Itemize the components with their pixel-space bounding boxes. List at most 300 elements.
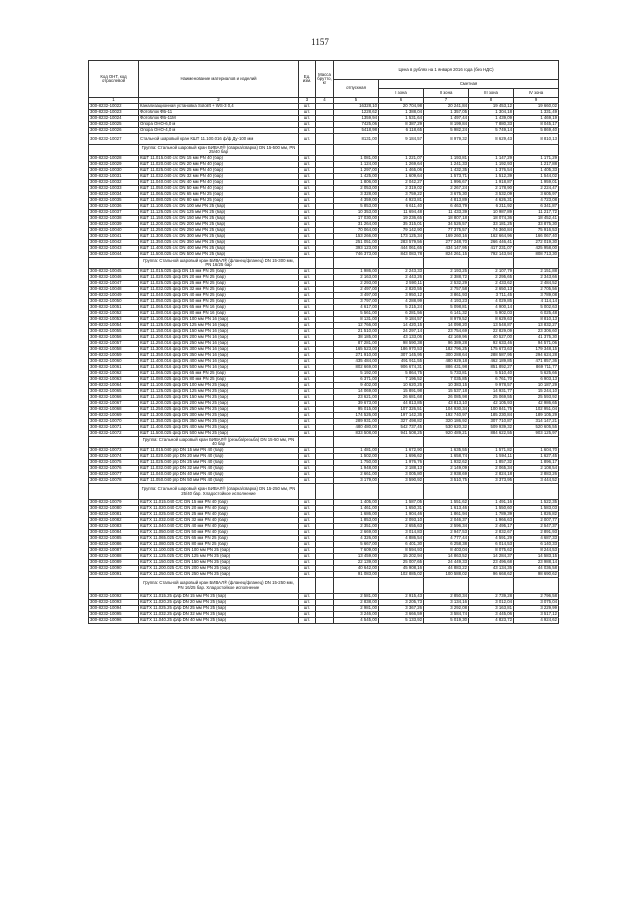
cell-name: КШТ 11.025.025 ф/ф DN 25 мм PN 25 (бар) [139,281,299,287]
cell-name: Фотоблок ФБ-11М [139,116,299,122]
cell-code: 300-8232-10053 [89,317,139,323]
cell-zone-1-price: 186 970,53 [379,347,424,353]
cell-name: КШТ 11.040.025 ф/ф DN 40 мм PN 25 (бар) [139,293,299,299]
cell-name: КШТ 11.032.040 р/р DN 32 мм PN 40 (бар) [139,466,299,472]
cell-zone-3-price: 3 012,04 [469,600,514,606]
cell-name: КШТ 11.500.016 ф/ф DN 500 мм PN 16 (бар) [139,365,299,371]
cell-name: КШТ 11.040.040 с/с DN 40 мм PN 40 (бар) [139,180,299,186]
cell-zone-4-price: 1 826,82 [514,512,559,518]
cell-zone-4-price: 2 796,58 [514,594,559,600]
cell-release-price: 2 669,00 [334,530,379,536]
cell-zone-1-price: 1 269,64 [379,162,424,168]
cell-code: 300-8232-10068 [89,407,139,413]
cell-zone-2-price: 2 596,34 [424,524,469,530]
cell-zone-3-price: 5 902,03 [469,311,514,317]
cell-name: КШТХ 11.125.025 С/С DN 125 мм PN 25 (бар) [139,554,299,560]
cell-zone-3-price: 2 832,67 [469,530,514,536]
cell-zone-1-price: 4 886,54 [379,536,424,542]
cell-unit: шт. [299,548,316,554]
cell-release-price: 1 948,00 [334,466,379,472]
cell-zone-4-price: 2 547,37 [514,524,559,530]
cell-release-price: 4 326,00 [334,536,379,542]
group-title: Группа: Стальной шаровый кран БИВАЛ® (резьба/резьба) DN 15-50 мм, PN 40 бар [139,437,299,448]
cell-zone-4-price: 4 723,08 [514,198,559,204]
cell-zone-1-price: 1 609,64 [379,174,424,180]
cell-name: КШТ 11.500.025 с/с DN 500 мм PN 25 (бар) [139,252,299,258]
cell-zone-4-price: 903 125,97 [514,431,559,437]
cell-zone-3-price: 7 880,33 [469,122,514,128]
group-empty-cell [299,484,316,500]
cell-zone-3-price: 2 107,79 [469,269,514,275]
cell-name: КШТ 11.040.040 р/р DN 40 мм PN 40 (бар) [139,472,299,478]
cell-code: 300-8232-10083 [89,524,139,530]
cell-zone-1-price: 107 326,51 [379,407,424,413]
cell-release-price: 16328,10 [334,104,379,110]
cell-code: 300-8232-10051 [89,305,139,311]
cell-code: 300-8232-10092 [89,594,139,600]
cell-zone-3-price: 96 668,62 [469,572,514,578]
cell-unit: шт. [299,180,316,186]
cell-zone-4-price: 41 375,30 [514,335,559,341]
group-row [89,578,559,594]
cell-zone-4-price: 294 624,28 [514,353,559,359]
group-empty-cell [514,258,559,269]
cell-zone-2-price: 104 930,34 [424,407,469,413]
cell-name: КШТ 11.100.025 ф/ф DN 100 мм PN 25 (бар) [139,383,299,389]
cell-zone-4-price: 23 988,14 [514,560,559,566]
cell-unit: шт. [299,401,316,407]
cell-zone-2-price: 18 807,18 [424,216,469,222]
cell-zone-3-price: 8 629,63 [469,317,514,323]
cell-release-price: 289 931,00 [334,419,379,425]
cell-zone-3-price: 307 710,87 [469,419,514,425]
cell-zone-4-price: 3 605,97 [514,192,559,198]
cell-name: КШТ 11.300.016 ф/ф DN 300 мм PN 16 (бар) [139,347,299,353]
cell-zone-1-price: 79 142,90 [379,228,424,234]
cell-code: 300-8232-10032 [89,180,139,186]
cell-zone-2-price: 10 383,15 [424,383,469,389]
cell-release-price: 435 484,00 [334,359,379,365]
cell-code: 300-8232-10076 [89,466,139,472]
cell-release-price: 31 264,00 [334,222,379,228]
group-empty-cell [379,145,424,156]
cell-zone-2-price: 5 733,81 [424,371,469,377]
cell-zone-1-price: 24 297,14 [379,329,424,335]
group-empty-cell [424,578,469,594]
cell-code: 300-8232-10037 [89,210,139,216]
cell-zone-2-price: 1 996,67 [424,180,469,186]
cell-name: КШТ 11.125.025 ф/ф DN 125 мм PN 25 (бар) [139,389,299,395]
cell-zone-1-price: 1 904,46 [379,512,424,518]
cell-code: 300-8232-10095 [89,612,139,618]
cell-name: КШТ 11.400.025 с/с DN 400 мм PN 25 (бар) [139,246,299,252]
cell-zone-1-price: 15 202,94 [379,554,424,560]
column-number: 1 [89,98,139,104]
cell-zone-1-price: 1 465,06 [379,168,424,174]
cell-name: КШТ 11.020.040 р/р DN 20 мм PN 40 (бар) [139,454,299,460]
cell-zone-3-price: 43 134,35 [469,566,514,572]
group-empty-cell [514,145,559,156]
cell-unit: шт. [299,162,316,168]
cell-zone-1-price: 197 142,35 [379,413,424,419]
cell-zone-4-price: 1 604,70 [514,448,559,454]
cell-unit: шт. [299,500,316,506]
group-empty-cell [424,145,469,156]
cell-zone-4-price: 2 108,54 [514,466,559,472]
cell-code: 300-8232-10071 [89,425,139,431]
cell-release-price: 746 373,00 [334,252,379,258]
cell-unit: шт. [299,275,316,281]
cell-zone-2-price: 3 134,16 [424,600,469,606]
cell-release-price: 1 686,00 [334,512,379,518]
cell-unit: шт. [299,174,316,180]
cell-release-price: 2 053,00 [334,186,379,192]
cell-zone-2-price: 100 588,02 [424,572,469,578]
cell-unit: шт. [299,252,316,258]
group-code-cell [89,578,139,594]
cell-zone-3-price: 162 664,96 [469,234,514,240]
cell-name: КШТ 11.200.016 ф/ф DN 200 мм PN 16 (бар) [139,335,299,341]
cell-zone-2-price: 15 537,18 [424,389,469,395]
cell-code: 300-8232-10033 [89,186,139,192]
cell-release-price: 8 131,00 [334,317,379,323]
cell-zone-2-price: 1 613,46 [424,506,469,512]
cell-zone-4-price: 5 625,66 [514,371,559,377]
cell-name: КШТХ 11.065.025 С/С DN 65 мм PN 25 (бар) [139,536,299,542]
cell-code: 300-8232-10035 [89,198,139,204]
cell-unit: шт. [299,110,316,116]
cell-release-price: 3 179,00 [334,478,379,484]
cell-unit: шт. [299,287,316,293]
cell-zone-4-price: 1 583,03 [514,506,559,512]
cell-release-price: 5 561,00 [334,311,379,317]
cell-zone-3-price: 3 373,95 [469,478,514,484]
cell-zone-4-price: 98 690,62 [514,572,559,578]
cell-release-price: 4 359,00 [334,198,379,204]
cell-unit: шт. [299,347,316,353]
cell-code: 300-8232-10082 [89,518,139,524]
cell-release-price: 1 502,00 [334,454,379,460]
cell-name: КШТХ 11.020.040 С/С DN 20 мм PN 40 (бар) [139,506,299,512]
cell-release-price: 70 064,00 [334,228,379,234]
cell-code: 300-8232-10089 [89,560,139,566]
cell-release-price: 7425,06 [334,122,379,128]
cell-release-price: 95 015,00 [334,407,379,413]
cell-code: 300-8232-10081 [89,512,139,518]
cell-zone-3-price: 1 304,18 [469,110,514,116]
cell-release-price: 6 371,00 [334,377,379,383]
cell-zone-4-price: 13 832,27 [514,323,559,329]
group-empty-cell [334,437,379,448]
cell-zone-1-price: 444 061,65 [379,246,424,252]
cell-zone-2-price: 96 389,28 [424,341,469,347]
cell-zone-3-price: 2 739,28 [469,594,514,600]
cell-code: 300-8232-10065 [89,389,139,395]
cell-zone-1-price: 3 950,12 [379,293,424,299]
cell-unit: шт. [299,506,316,512]
cell-unit: шт. [299,317,316,323]
cell-zone-2-price: 920 489,21 [424,431,469,437]
cell-release-price: 2 581,00 [334,594,379,600]
cell-code: 300-8232-10038 [89,216,139,222]
cell-code: 300-8232-10044 [89,252,139,258]
cell-zone-1-price: 542 737,45 [379,425,424,431]
cell-code: 300-8232-10063 [89,377,139,383]
cell-zone-1-price: 43 133,06 [379,335,424,341]
cell-zone-4-price: 3 517,12 [514,612,559,618]
cell-zone-3-price: 92 633,46 [469,341,514,347]
cell-name: КШТ 11.032.025 ф/ф DN 32 мм PN 25 (бар) [139,287,299,293]
cell-code: 300-8232-10066 [89,395,139,401]
cell-zone-4-price: 8 810,13 [514,134,559,145]
cell-zone-1-price: 6 281,56 [379,311,424,317]
cell-code: 300-8232-10022 [89,104,139,110]
cell-zone-1-price: 8 387,29 [379,122,424,128]
cell-name: КШТХ 11.100.025 С/С DN 100 мм PN 25 (бар) [139,548,299,554]
cell-zone-3-price: 288 587,95 [469,353,514,359]
cell-zone-2-price: 1 932,62 [424,460,469,466]
cell-zone-3-price: 1 192,93 [469,162,514,168]
cell-zone-1-price: 283 579,56 [379,240,424,246]
cell-zone-3-price: 1 376,54 [469,168,514,174]
cell-release-price: 1 405,00 [334,500,379,506]
cell-zone-2-price: 2 532,29 [424,281,469,287]
cell-release-price: 21 510,00 [334,329,379,335]
cell-code: 300-8232-10093 [89,600,139,606]
cell-unit: шт. [299,305,316,311]
cell-zone-4-price: 5 002,63 [514,305,559,311]
cell-zone-1-price: 4 288,99 [379,299,424,305]
cell-zone-4-price: 425 958,00 [514,246,559,252]
cell-zone-4-price: 471 857,36 [514,359,559,365]
cell-code: 300-8232-10062 [89,371,139,377]
cell-zone-3-price: 14 931,77 [469,389,514,395]
header-unit: Ед. изм. [299,61,316,98]
group-empty-cell [334,258,379,269]
cell-zone-2-price: 3 292,08 [424,606,469,612]
cell-zone-1-price: 491 911,55 [379,359,424,365]
cell-name: КШТ 11.150.016 ф/ф DN 150 мм PN 16 (бар) [139,329,299,335]
cell-zone-2-price: 530 620,32 [424,425,469,431]
cell-release-price: 1 986,00 [334,269,379,275]
cell-zone-1-price: 2 188,13 [379,466,424,472]
cell-unit: шт. [299,448,316,454]
cell-code: 300-8232-10052 [89,311,139,317]
cell-zone-2-price: 7 035,85 [424,377,469,383]
cell-zone-3-price: 4 823,72 [469,618,514,624]
cell-zone-4-price: 1 544,02 [514,174,559,180]
cell-code: 300-8232-10086 [89,542,139,548]
cell-name: КШТ 11.050.040 с/с DN 50 мм PN 40 (бар) [139,186,299,192]
cell-zone-3-price: 1 147,29 [469,156,514,162]
cell-zone-3-price: 2 295,65 [469,275,514,281]
table-row [89,134,559,145]
cell-name: КШТ 11.100.016 ф/ф DN 100 мм PN 16 (бар) [139,317,299,323]
cell-unit: шт. [299,359,316,365]
cell-code: 300-8232-10058 [89,347,139,353]
cell-zone-3-price: 2 065,34 [469,466,514,472]
cell-zone-3-price: 2 824,18 [469,472,514,478]
cell-release-price: 87 281,00 [334,341,379,347]
cell-code: 300-8232-10048 [89,287,139,293]
cell-name: КШТ 11.065.016 ф/ф DN 65 мм PN 16 (бар) [139,305,299,311]
cell-code: 300-8232-10039 [89,222,139,228]
column-number: 5 [334,98,379,104]
header-zone-4: IV зона [514,89,559,98]
cell-zone-2-price: 2 850,34 [424,594,469,600]
cell-code: 300-8232-10080 [89,506,139,512]
group-empty-cell [469,145,514,156]
cell-zone-2-price: 42 169,96 [424,335,469,341]
cell-zone-4-price: 1 217,88 [514,162,559,168]
cell-zone-1-price: 4 923,81 [379,198,424,204]
cell-code: 300-8232-10030 [89,168,139,174]
cell-unit: шт. [299,104,316,110]
cell-zone-1-price: 2 093,10 [379,518,424,524]
cell-zone-2-price: 44 883,22 [424,566,469,572]
cell-zone-3-price: 19 453,12 [469,104,514,110]
cell-unit: шт. [299,389,316,395]
cell-zone-3-price: 14 284,37 [469,554,514,560]
cell-code: 300-8232-10054 [89,323,139,329]
cell-zone-2-price: 11 433,39 [424,210,469,216]
cell-unit: шт. [299,216,316,222]
cell-name: КШТ 11.150.025 ф/ф DN 150 мм PN 25 (бар) [139,395,299,401]
cell-unit: шт. [299,156,316,162]
group-row [89,145,559,156]
cell-zone-1-price: 7 196,52 [379,377,424,383]
cell-zone-1-price: 5 133,92 [379,618,424,624]
cell-mass [316,618,334,624]
cell-zone-1-price: 1 976,76 [379,460,424,466]
cell-zone-3-price: 2 433,62 [469,281,514,287]
cell-zone-4-price: 33 875,30 [514,222,559,228]
cell-release-price: 5 667,00 [334,542,379,548]
cell-name: КШТ 11.020.025 ф/ф DN 20 мм PN 25 (бар) [139,275,299,281]
cell-zone-2-price: 3 861,93 [424,293,469,299]
group-empty-cell [514,484,559,500]
cell-name: Фотоблок ФБ-11 [139,110,299,116]
header-mass: Масса брутто, кг [316,61,334,98]
table-body [89,104,559,624]
cell-zone-2-price: 8 979,52 [424,317,469,323]
cell-zone-4-price: 869 711,77 [514,365,559,371]
cell-release-price: 3 497,00 [334,293,379,299]
group-empty-cell [469,258,514,269]
cell-release-price: 1 806,00 [334,180,379,186]
cell-zone-3-price: 23 496,68 [469,560,514,566]
cell-zone-3-price: 5 749,14 [469,128,514,134]
cell-release-price: 2 497,00 [334,287,379,293]
cell-unit: шт. [299,600,316,606]
cell-zone-4-price: 25 593,92 [514,395,559,401]
cell-zone-1-price: 5 215,24 [379,305,424,311]
cell-release-price: 2 351,00 [334,524,379,530]
group-code-cell [89,484,139,500]
cell-name: КШТХ 11.032.25 ф/ф DN 32 мм PN 25 (бар) [139,612,299,618]
cell-zone-4-price: 18 452,41 [514,216,559,222]
cell-name: КШТ 11.300.025 с/с DN 300 мм PN 25 (бар) [139,234,299,240]
cell-code: 300-8232-10070 [89,419,139,425]
cell-code: 300-8232-10041 [89,234,139,240]
cell-code: 300-8232-10061 [89,365,139,371]
cell-unit: шт. [299,210,316,216]
cell-code: 300-8232-10075 [89,460,139,466]
cell-release-price: 174 526,00 [334,413,379,419]
cell-mass [316,134,334,145]
cell-zone-2-price: 5 098,81 [424,305,469,311]
cell-zone-4-price: 3 075,04 [514,600,559,606]
cell-release-price: 1 750,00 [334,460,379,466]
cell-name: КШТ 11.080.016 ф/ф DN 80 мм PN 16 (бар) [139,311,299,317]
cell-release-price: 1 461,00 [334,506,379,512]
cell-zone-2-price: 824 261,15 [424,252,469,258]
column-number: 7 [424,98,469,104]
cell-code: 300-8232-10046 [89,275,139,281]
cell-release-price: 40 642,00 [334,566,379,572]
cell-unit: шт. [299,478,316,484]
group-row [89,258,559,269]
cell-unit: шт. [299,299,316,305]
cell-unit: шт. [299,365,316,371]
cell-zone-2-price: 4 193,23 [424,299,469,305]
cell-unit: шт. [299,311,316,317]
cell-code: 300-8232-10047 [89,281,139,287]
cell-zone-1-price: 2 590,11 [379,281,424,287]
cell-zone-2-price: 300 288,64 [424,353,469,359]
cell-code: 300-8232-10088 [89,554,139,560]
cell-zone-1-price: 14 420,15 [379,323,424,329]
cell-code: 300-8232-10029 [89,162,139,168]
cell-code: 300-8232-10049 [89,293,139,299]
cell-zone-2-price: 2 388,72 [424,275,469,281]
cell-zone-2-price: 320 186,92 [424,419,469,425]
cell-unit: шт. [299,594,316,600]
cell-code: 300-8232-10050 [89,299,139,305]
cell-zone-1-price: 2 319,02 [379,186,424,192]
cell-zone-4-price: 1 171,29 [514,156,559,162]
cell-zone-1-price: 5 864,75 [379,371,424,377]
group-empty-cell [299,578,316,594]
cell-unit: шт. [299,407,316,413]
cell-unit: шт. [299,269,316,275]
cell-zone-2-price: 4 777,44 [424,536,469,542]
group-empty-cell [379,578,424,594]
group-empty-cell [379,437,424,448]
cell-name: КШТ 11.350.025 с/с DN 350 мм PN 25 (бар) [139,240,299,246]
column-number: 4 [316,98,334,104]
cell-release-price: 2 661,00 [334,472,379,478]
cell-zone-1-price: 1 531,64 [379,116,424,122]
cell-name: КШТ 11.250.025 ф/ф DN 250 мм PN 25 (бар) [139,407,299,413]
cell-zone-2-price: 6 258,38 [424,542,469,548]
cell-unit: шт. [299,454,316,460]
cell-release-price: 1 081,00 [334,156,379,162]
cell-code: 300-8232-10027 [89,134,139,145]
cell-zone-1-price: 1 221,07 [379,156,424,162]
header-price-title: Цена в рублях на 1 января 2016 года (без НДС) [334,61,559,80]
cell-name: КШТ 11.025.040 с/с DN 25 мм PN 40 (бар) [139,168,299,174]
group-row [89,484,559,500]
cell-zone-2-price: 2 938,69 [424,472,469,478]
cell-zone-4-price: 1 469,19 [514,116,559,122]
group-empty-cell [316,437,334,448]
cell-release-price: 5418,98 [334,128,379,134]
cell-code: 300-8232-10043 [89,246,139,252]
cell-zone-2-price: 1 241,33 [424,162,469,168]
cell-name: КШТ 11.080.025 ф/ф DN 80 мм PN 25 (бар) [139,377,299,383]
cell-release-price: 8131,00 [334,134,379,145]
